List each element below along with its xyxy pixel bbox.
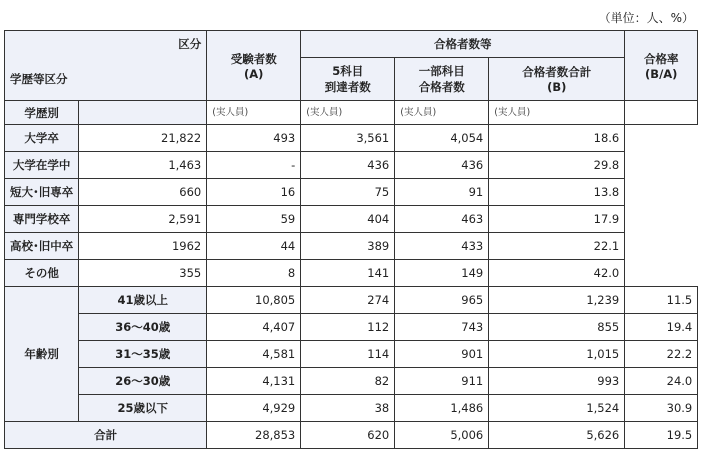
cell-pass-rate: 24.0 bbox=[625, 368, 698, 395]
passers-group-header: 合格者数等 bbox=[301, 31, 625, 58]
row-label: 短大･旧専卒 bbox=[5, 179, 79, 206]
cell-five-subject: 114 bbox=[301, 341, 395, 368]
cell-examinees: 2,591 bbox=[79, 206, 207, 233]
cell-examinees: 355 bbox=[79, 260, 207, 287]
actual-note: (実人員) bbox=[395, 101, 489, 125]
cell-passers-total: 1,524 bbox=[489, 395, 625, 422]
table-row bbox=[5, 395, 698, 422]
cell-passers-total: 1,015 bbox=[489, 341, 625, 368]
table-row bbox=[5, 368, 698, 395]
cell-passers-total: 463 bbox=[395, 206, 489, 233]
cell-pass-rate: 29.8 bbox=[489, 152, 625, 179]
cell-passers-total: 436 bbox=[395, 152, 489, 179]
row-label: 25歳以下 bbox=[79, 395, 207, 422]
gakureki-kubun-header: 学歴等区分 bbox=[5, 58, 207, 101]
cell-partial: 911 bbox=[395, 368, 489, 395]
table-row bbox=[5, 341, 698, 368]
table-row bbox=[5, 152, 698, 179]
five-subject-header: 5科目 到達者数 bbox=[301, 58, 395, 101]
cell-five-subject: 38 bbox=[301, 395, 395, 422]
pass-rate-header: 合格率 (B/A) bbox=[625, 31, 698, 101]
cell-five-subject: 82 bbox=[301, 368, 395, 395]
row-label: 高校･旧中卒 bbox=[5, 233, 79, 260]
table-row bbox=[5, 260, 698, 287]
row-label: 31～35歳 bbox=[79, 341, 207, 368]
cell-pass-rate: 22.2 bbox=[625, 341, 698, 368]
cell-five-subject: 44 bbox=[207, 233, 301, 260]
education-group-label: 学歴別 bbox=[5, 101, 79, 125]
cell-partial: 3,561 bbox=[301, 125, 395, 152]
cell-five-subject: 620 bbox=[301, 422, 395, 449]
cell-partial: 404 bbox=[301, 206, 395, 233]
cell-five-subject: - bbox=[207, 152, 301, 179]
cell-partial: 1,486 bbox=[395, 395, 489, 422]
actual-note: (実人員) bbox=[489, 101, 625, 125]
row-label: 41歳以上 bbox=[79, 287, 207, 314]
cell-partial: 743 bbox=[395, 314, 489, 341]
cell-examinees: 28,853 bbox=[207, 422, 301, 449]
cell-five-subject: 274 bbox=[301, 287, 395, 314]
cell-partial: 389 bbox=[301, 233, 395, 260]
table-row bbox=[5, 314, 698, 341]
row-label: 26～30歳 bbox=[79, 368, 207, 395]
cell-pass-rate: 18.6 bbox=[489, 125, 625, 152]
partial-passers-header: 一部科目 合格者数 bbox=[395, 58, 489, 101]
cell-examinees: 4,581 bbox=[207, 341, 301, 368]
kubun-header: 区分 bbox=[5, 31, 207, 58]
cell-passers-total: 433 bbox=[395, 233, 489, 260]
unit-note: （単位：人、%） bbox=[598, 11, 694, 25]
table-row bbox=[5, 125, 698, 152]
cell-partial: 436 bbox=[301, 152, 395, 179]
table-row bbox=[5, 179, 698, 206]
cell-pass-rate: 19.5 bbox=[625, 422, 698, 449]
age-group-label: 年齢別 bbox=[5, 287, 79, 422]
cell-examinees: 660 bbox=[79, 179, 207, 206]
actual-note: (実人員) bbox=[301, 101, 395, 125]
cell-passers-total: 4,054 bbox=[395, 125, 489, 152]
row-label: その他 bbox=[5, 260, 79, 287]
cell-five-subject: 59 bbox=[207, 206, 301, 233]
cell-five-subject: 493 bbox=[207, 125, 301, 152]
cell-examinees: 1,463 bbox=[79, 152, 207, 179]
cell-examinees: 10,805 bbox=[207, 287, 301, 314]
cell-partial: 901 bbox=[395, 341, 489, 368]
row-label: 36～40歳 bbox=[79, 314, 207, 341]
cell-examinees: 4,929 bbox=[207, 395, 301, 422]
table-row bbox=[5, 233, 698, 260]
cell-pass-rate: 22.1 bbox=[489, 233, 625, 260]
cell-partial: 965 bbox=[395, 287, 489, 314]
cell-pass-rate: 13.8 bbox=[489, 179, 625, 206]
total-row bbox=[5, 422, 698, 449]
cell-partial: 141 bbox=[301, 260, 395, 287]
cell-passers-total: 91 bbox=[395, 179, 489, 206]
cell-five-subject: 8 bbox=[207, 260, 301, 287]
cell-examinees: 4,131 bbox=[207, 368, 301, 395]
row-label: 大学在学中 bbox=[5, 152, 79, 179]
cell-five-subject: 16 bbox=[207, 179, 301, 206]
cell-passers-total: 149 bbox=[395, 260, 489, 287]
cell-passers-total: 993 bbox=[489, 368, 625, 395]
examinees-header: 受験者数 (A) bbox=[207, 31, 301, 101]
cell-passers-total: 1,239 bbox=[489, 287, 625, 314]
exam-results-table bbox=[4, 30, 698, 449]
cell-passers-total: 5,626 bbox=[489, 422, 625, 449]
cell-partial: 75 bbox=[301, 179, 395, 206]
cell-passers-total: 855 bbox=[489, 314, 625, 341]
cell-partial: 5,006 bbox=[395, 422, 489, 449]
cell-pass-rate: 19.4 bbox=[625, 314, 698, 341]
actual-note: (実人員) bbox=[207, 101, 301, 125]
table-row bbox=[5, 287, 698, 314]
cell-pass-rate: 30.9 bbox=[625, 395, 698, 422]
cell-examinees: 21,822 bbox=[79, 125, 207, 152]
passers-total-header: 合格者数合計 (B) bbox=[489, 58, 625, 101]
row-label: 大学卒 bbox=[5, 125, 79, 152]
cell-pass-rate: 42.0 bbox=[489, 260, 625, 287]
cell-examinees: 4,407 bbox=[207, 314, 301, 341]
table-row bbox=[5, 206, 698, 233]
total-label: 合計 bbox=[5, 422, 207, 449]
cell-five-subject: 112 bbox=[301, 314, 395, 341]
cell-pass-rate: 11.5 bbox=[625, 287, 698, 314]
cell-examinees: 1962 bbox=[79, 233, 207, 260]
cell-pass-rate: 17.9 bbox=[489, 206, 625, 233]
row-label: 専門学校卒 bbox=[5, 206, 79, 233]
